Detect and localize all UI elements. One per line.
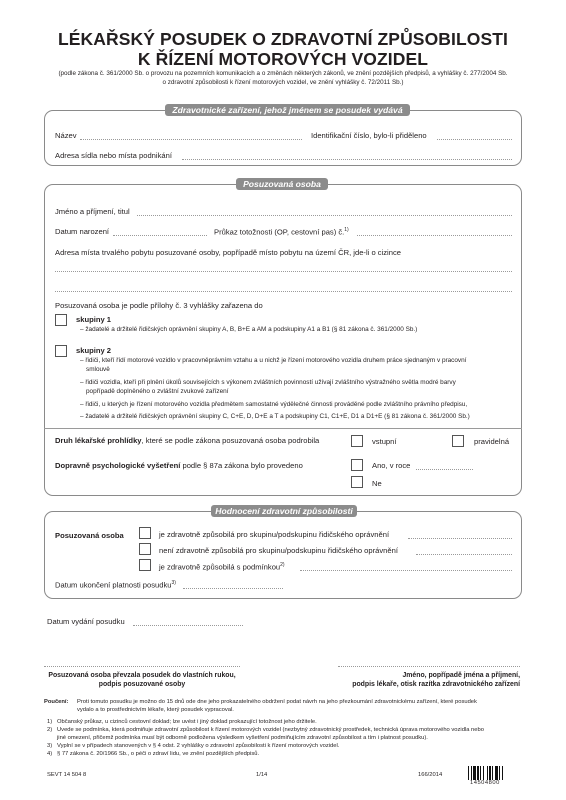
doctor-signature-label-line2: podpis lékaře, otisk razítka zdravotnického zařízení (352, 681, 520, 688)
person-residence-field-line2[interactable] (55, 291, 512, 292)
psych-no-label: Ne (372, 479, 382, 488)
footer-page: 1/14 (256, 772, 268, 778)
validity-field[interactable] (183, 588, 283, 589)
assessment-condition-checkbox[interactable] (139, 559, 151, 571)
barcode-number: 14504800 (470, 780, 500, 786)
psych-exam-label: Dopravně psychologické vyšetření podle § 87a zákona bylo provedeno (55, 461, 303, 470)
person-birthdate-label: Datum narození (55, 227, 110, 236)
exam-regular-checkbox[interactable] (452, 435, 464, 447)
facility-address-field[interactable] (182, 159, 512, 160)
footer-code: SEVT 14 504 8 (47, 772, 87, 778)
person-idcard-field[interactable] (357, 235, 512, 236)
exam-entry-checkbox[interactable] (351, 435, 363, 447)
group2-item4: – žadatelé a držitelé řidičských oprávnění skupiny C, C+E, D, D+E a T a podskupiny C1, C1+E, D1 a D1+E (§ 81 zákona č. 361/2000 Sb.) (80, 413, 470, 420)
facility-id-label: Identifikační číslo, bylo-li přiděleno (311, 131, 427, 140)
issue-date-label: Datum vydání posudku (47, 617, 125, 626)
facility-id-field[interactable] (437, 139, 512, 140)
person-residence-label: Adresa místa trvalého pobytu posuzované osoby, popřípadě místo pobytu na území ČR, jde-li o cizince (55, 248, 401, 257)
footnote-1-num: 1) (47, 719, 53, 725)
person-fullname-field[interactable] (137, 215, 512, 216)
assessment-person-label: Posuzovaná osoba (55, 531, 124, 540)
group-intro: Posuzovaná osoba je podle přílohy č. 3 vyhlášky zařazena do (55, 301, 263, 310)
assessment-unfit-label: není zdravotně způsobilá pro skupinu/podskupinu řidičského oprávnění (159, 546, 398, 555)
psych-yes-label: Ano, v roce (372, 461, 411, 470)
group2-item2-cont: popřípadě doplněného o zvláštní zvukové zařízení (86, 388, 229, 395)
group2-checkbox[interactable] (55, 345, 67, 357)
footnote-4-num: 4) (47, 751, 53, 757)
footnote-2-num: 2) (47, 727, 53, 733)
issue-date-field[interactable] (133, 625, 243, 626)
group1-label: skupiny 1 (76, 315, 112, 324)
notice-label: Poučení: (44, 699, 69, 705)
exam-type-label: Druh lékařské prohlídky, které se podle zákona posuzovaná osoba podrobila (55, 436, 320, 445)
form-subtitle-line1: (podle zákona č. 361/2000 Sb. o provozu na pozemních komunikacích a o změnách některých zákonů, ve znění pozdějších předpisů, a vyhlášky č. 277/2004 Sb. (58, 70, 508, 77)
footnote-4: § 77 zákona č. 20/1966 Sb., o péči o zdraví lidu, ve znění pozdějších předpisů. (57, 751, 260, 757)
assessment-unfit-checkbox[interactable] (139, 543, 151, 555)
footnote-3: Vyplní se v případech stanovených v § 4 odst. 2 vyhlášky o zdravotní způsobilosti k řízení motorových vozidel. (57, 743, 340, 749)
group2-item2: – řidiči vozidla, kteří při plnění úkolů souvisejících s výkonem zvláštních povinností užívají zvláštního výstražného světla modré barvy (80, 379, 456, 386)
person-signature-label-line2: podpis posuzované osoby (98, 681, 186, 688)
person-residence-field-line1[interactable] (55, 271, 512, 272)
footnote-2: Uvede se podmínka, která podmiňuje zdravotní způsobilost k řízení motorových vozidel (nezbytný zdravotnický prostředek, technická úprava motorového vozidla nebo (57, 727, 484, 733)
assessment-fit-checkbox[interactable] (139, 527, 151, 539)
psych-year-field[interactable] (416, 469, 473, 470)
psych-no-checkbox[interactable] (351, 476, 363, 488)
exam-entry-label: vstupní (372, 437, 397, 446)
form-title-line1: LÉKAŘSKÝ POSUDEK O ZDRAVOTNÍ ZPŮSOBILOSTI (57, 29, 509, 49)
divider (44, 428, 522, 429)
facility-address-label: Adresa sídla nebo místa podnikání (55, 151, 172, 160)
footnote-2-cont: jiné omezení, přičemž podmínka musí být odborně podložena výsledkem vyšetření podmiňujícím zdravotní způsobilost a tím i platnost posudku). (57, 735, 428, 741)
footnote-3-num: 3) (47, 743, 53, 749)
notice-line1: Proti tomuto posudku je možno do 15 dnů ode dne jeho prokazatelného obdržení podat návrh na jeho přezkoumání zdravotnickému zařízení, které posudek (77, 699, 477, 705)
group1-item: – žadatelé a držitelé řidičských oprávnění skupiny A, B, B+E a AM a podskupiny A1 a B1 (§ 81 zákona č. 361/2000 Sb.) (80, 326, 418, 333)
footer-edition: 166/2014 (418, 772, 443, 778)
person-signature-field[interactable] (44, 666, 240, 667)
assessment-unfit-field[interactable] (416, 554, 512, 555)
section-facility-heading: Zdravotnické zařízení, jehož jménem se posudek vydává (165, 104, 410, 116)
validity-label: Datum ukončení platnosti posudku$^{3)}$ (55, 580, 176, 590)
assessment-fit-field[interactable] (408, 538, 512, 539)
section-person-heading: Posuzovaná osoba (236, 178, 328, 190)
exam-regular-label: pravidelná (474, 437, 510, 446)
group2-item1: – řidiči, kteří řídí motorové vozidlo v pracovněprávním vztahu a u nichž je řízení motorového vozidla druhem práce sjednaným v pracovní (80, 357, 467, 364)
person-birthdate-field[interactable] (113, 235, 207, 236)
group2-label: skupiny 2 (76, 346, 112, 355)
assessment-fit-label: je zdravotně způsobilá pro skupinu/podskupinu řidičského oprávnění (159, 530, 390, 539)
footnote-1: Občanský průkaz, u cizinců cestovní doklad; lze uvést i jiný doklad prokazující totožnost jeho držitele. (57, 719, 317, 725)
section-assessment-heading: Hodnocení zdravotní způsobilosti (211, 505, 357, 517)
facility-name-label: Název (55, 131, 77, 140)
doctor-signature-label-line1: Jméno, popřípadě jména a příjmení, (402, 672, 520, 679)
form-title-line2: K ŘÍZENÍ MOTOROVÝCH VOZIDEL (137, 49, 429, 69)
assessment-condition-field[interactable] (300, 570, 512, 571)
person-fullname-label: Jméno a příjmení, titul (55, 207, 130, 216)
barcode (468, 766, 518, 780)
psych-yes-checkbox[interactable] (351, 459, 363, 471)
group2-item3: – řidiči, u kterých je řízení motorového vozidla předmětem samostatné výdělečné činnosti prováděné podle zvláštního právního předpisu, (80, 401, 468, 408)
form-subtitle-line2: o zdravotní způsobilosti k řízení motorových vozidel, ve znění vyhlášky č. 72/2011 Sb.) (162, 79, 404, 86)
person-signature-label-line1: Posuzovaná osoba převzala posudek do vlastních rukou, (48, 672, 236, 679)
facility-name-field[interactable] (80, 139, 302, 140)
doctor-signature-field[interactable] (338, 666, 520, 667)
group1-checkbox[interactable] (55, 314, 67, 326)
notice-line2: vydalo a to prostřednictvím lékaře, který posudek vypracoval. (77, 707, 234, 713)
assessment-condition-label: je zdravotně způsobilá s podmínkou$^{2)}$ (159, 562, 285, 572)
group2-item1-cont: smlouvě (86, 366, 110, 373)
person-idcard-label: Průkaz totožnosti (OP, cestovní pas) č.$^{1)}$ (214, 227, 349, 237)
